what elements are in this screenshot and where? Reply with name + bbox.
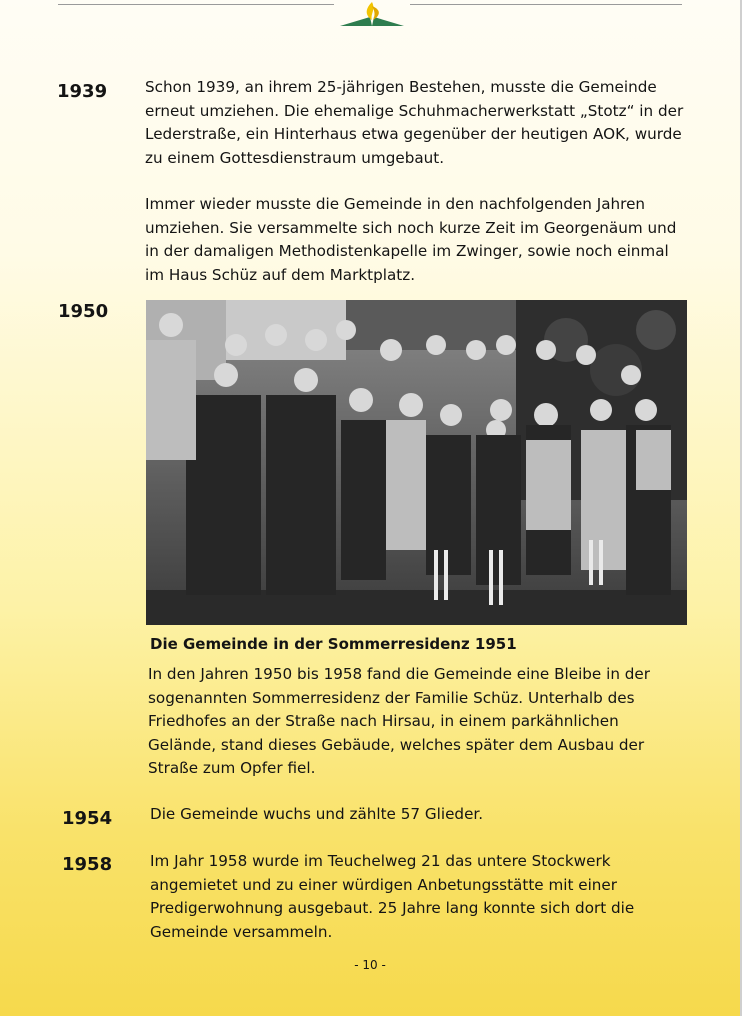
- paragraph-1939-b: Immer wieder musste die Gemeinde in den nachfolgenden Jahren umziehen. Sie versammelte sich noch kurze Zeit im Georgenäum und in der damaligen Methodistenkapelle im Zwinger, sowie noch einmal im Haus Schüz auf dem Marktplatz.: [145, 195, 677, 284]
- paragraph-1958: Im Jahr 1958 wurde im Teuchelweg 21 das untere Stockwerk angemietet und zu einer würdigen Anbetungsstätte mit einer Predigerwohnung ausgebaut. 25 Jahre lang konnte sich dort die Gemeinde versammeln.: [150, 852, 635, 941]
- year-1954: 1954: [62, 808, 113, 829]
- year-1950: 1950: [58, 301, 109, 322]
- group-photo: [146, 300, 687, 625]
- open-book-flame-icon: [336, 0, 408, 30]
- header-rule-left: [58, 4, 334, 5]
- paragraph-1954: Die Gemeinde wuchs und zählte 57 Glieder.: [150, 805, 484, 823]
- paragraph-1950: In den Jahren 1950 bis 1958 fand die Gemeinde eine Bleibe in der sogenannten Sommerresidenz der Familie Schüz. Unterhalb des Friedhofes an der Straße nach Hirsau, in einem parkähnlichen Gelände, stand dieses Gebäude, welches später dem Ausbau der Straße zum Opfer fiel.: [148, 665, 651, 777]
- year-1958: 1958: [62, 854, 113, 875]
- paragraph-1939-a: Schon 1939, an ihrem 25-jährigen Bestehen, musste die Gemeinde erneut umziehen. Die ehemalige Schuhmacherwerkstatt „Stotz“ in der Lederstraße, ein Hinterhaus etwa gegenüber der heutigen AOK, wurde zu einem Gottesdienstraum umgebaut.: [145, 78, 684, 167]
- page-number: - 10 -: [354, 958, 386, 972]
- header-rule-right: [410, 4, 682, 5]
- group-photo-illustration: [146, 300, 687, 625]
- year-1939: 1939: [57, 81, 108, 102]
- photo-caption: Die Gemeinde in der Sommerresidenz 1951: [150, 635, 517, 653]
